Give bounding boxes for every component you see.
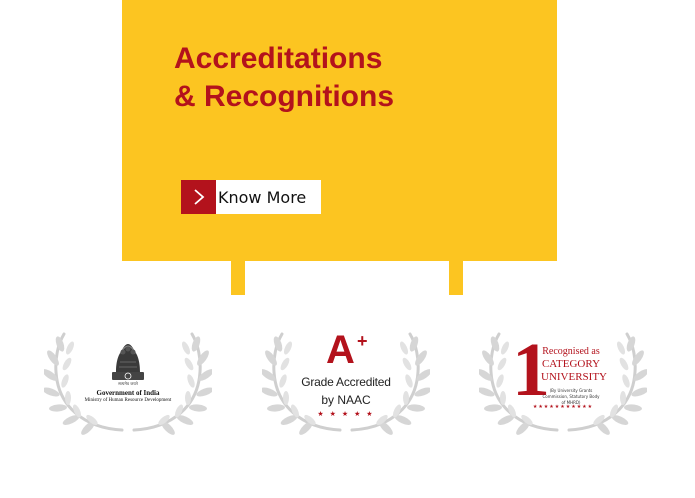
- hero-leg-left: [231, 261, 245, 295]
- hero-banner: [122, 0, 557, 261]
- badge-line-3: UNIVERSITY: [541, 371, 607, 383]
- grade-letter: A: [326, 328, 355, 372]
- badge-line-1: Government of India: [96, 389, 160, 397]
- category-number: 1: [512, 328, 550, 412]
- star-rating: ★ ★ ★ ★ ★: [317, 411, 375, 418]
- hero-leg-right: [449, 261, 463, 295]
- badge-government-of-india: [44, 328, 212, 438]
- badge-line-2: by NAAC: [321, 393, 371, 407]
- badge-line-1: Grade Accredited: [301, 375, 391, 389]
- know-more-button[interactable]: [181, 180, 321, 214]
- badge-line-2: CATEGORY: [541, 358, 601, 370]
- know-more-label: Know More: [218, 187, 307, 207]
- title-line-2: & Recognitions: [174, 80, 395, 113]
- badge-category-university: [479, 328, 647, 438]
- star-row: ★★★★★★★★★★★: [532, 404, 594, 410]
- badge-note: (By University Grants Commission, Statutory Body of MHRD): [542, 388, 600, 405]
- page-title: [174, 40, 394, 116]
- badge-naac-grade: [262, 328, 430, 438]
- title-line-1: Accreditations: [174, 42, 383, 75]
- chevron-right-icon: [181, 180, 216, 214]
- badge-line-1: Recognised as: [542, 346, 600, 357]
- badge-line-2: Ministry of Human Resource Development: [84, 398, 172, 403]
- emblem-caption: सत्यमेव जयते: [118, 381, 138, 386]
- grade-plus: +: [357, 331, 368, 351]
